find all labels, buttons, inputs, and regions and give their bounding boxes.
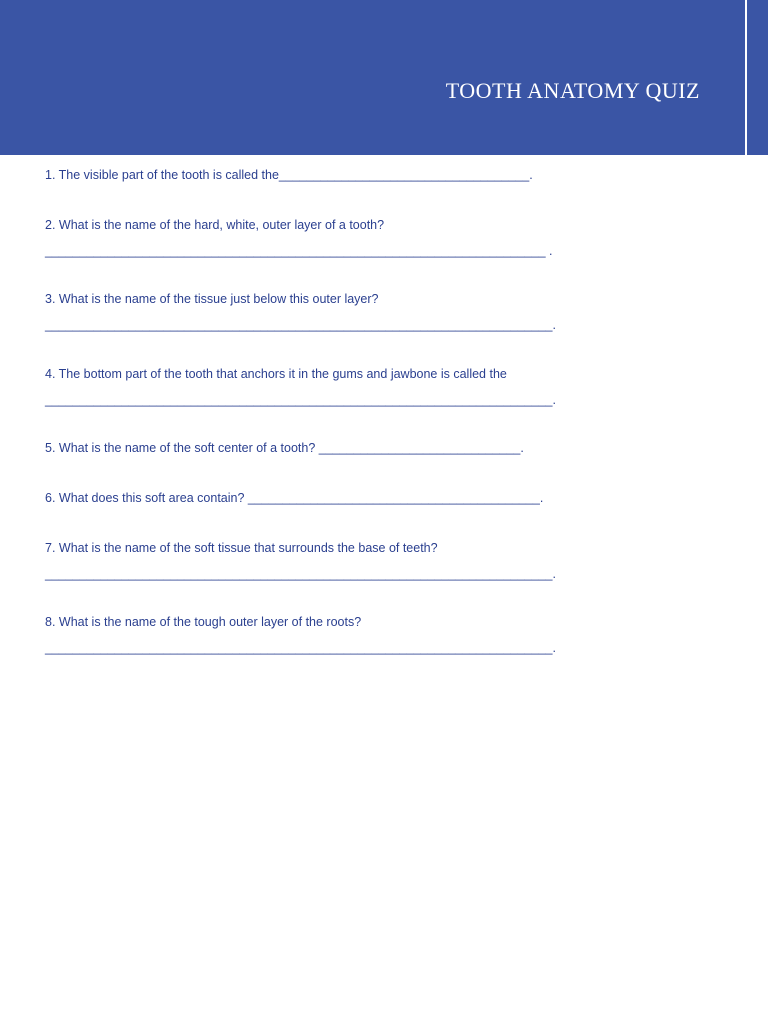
question-6-text: 6. What does this soft area contain? __________________________________________. — [45, 491, 544, 505]
question-1-text: 1. The visible part of the tooth is called the____________________________________. — [45, 168, 533, 182]
question-8-text: 8. What is the name of the tough outer layer of the roots? — [45, 615, 362, 629]
question-3-answer-line: _________________________________________________________________________. — [45, 318, 556, 332]
question-3-text: 3. What is the name of the tissue just below this outer layer? — [45, 292, 379, 306]
question-4-answer-line: _________________________________________________________________________. — [45, 393, 556, 407]
question-7-text: 7. What is the name of the soft tissue that surrounds the base of teeth? — [45, 541, 438, 555]
header-edge-strip — [747, 0, 768, 155]
question-2-text: 2. What is the name of the hard, white, outer layer of a tooth? — [45, 218, 385, 232]
question-5-text: 5. What is the name of the soft center of a tooth? _____________________________. — [45, 441, 524, 455]
question-8-answer-line: _________________________________________________________________________. — [45, 641, 556, 655]
question-2-answer-line: ________________________________________________________________________ . — [45, 244, 553, 258]
question-4-text: 4. The bottom part of the tooth that anchors it in the gums and jawbone is called the — [45, 367, 507, 381]
page-title: TOOTH ANATOMY QUIZ — [445, 78, 700, 103]
question-7-answer-line: _________________________________________________________________________. — [45, 567, 556, 581]
